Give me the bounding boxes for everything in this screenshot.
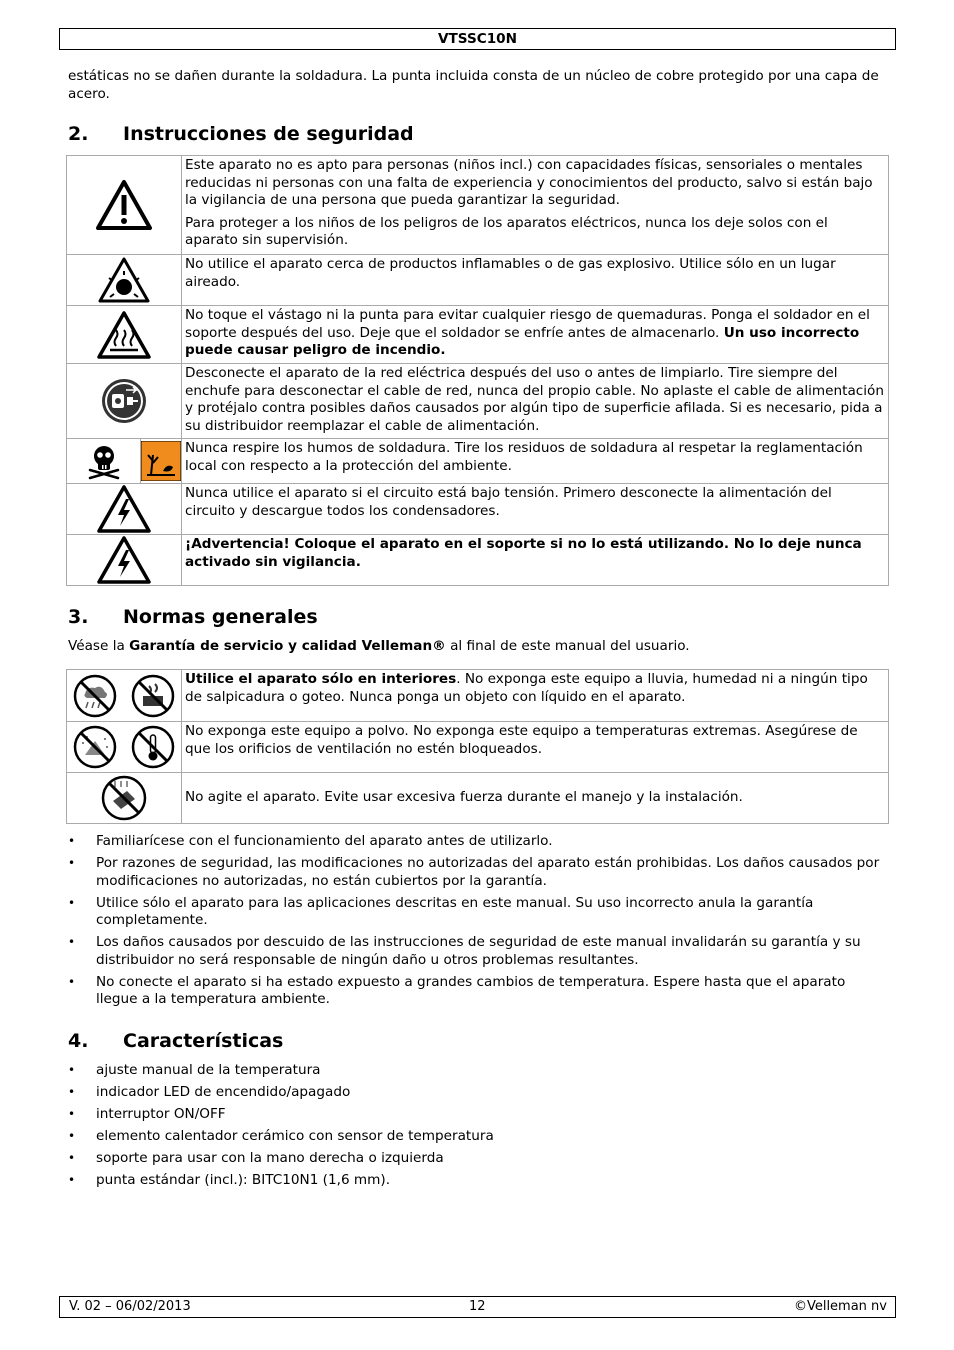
general-text bbox=[182, 670, 889, 722]
list-item: • elemento calentador cerámico con sensor de temperatura bbox=[68, 1128, 888, 1146]
intro-text: al final de este manual del usuario. bbox=[445, 638, 690, 654]
safety-text bbox=[182, 156, 889, 255]
list-item: • punta estándar (incl.): BITC10N1 (1,6 mm). bbox=[68, 1172, 888, 1190]
section-number: 3. bbox=[68, 606, 89, 628]
explosive-icon-cell bbox=[67, 255, 182, 306]
no-liquid-icon bbox=[131, 674, 175, 718]
toxic-icon-cell bbox=[67, 439, 141, 484]
warning-icon-cell bbox=[67, 156, 182, 255]
table-row bbox=[67, 722, 889, 773]
hot-surface-icon bbox=[96, 310, 152, 360]
safety-text-bold: ¡Advertencia! Coloque el aparato en el soporte si no lo está utilizando. No lo deje nunca activado sin vigilancia. bbox=[185, 536, 862, 570]
general-intro bbox=[68, 638, 888, 656]
page-footer bbox=[59, 1296, 896, 1318]
list-item: • ajuste manual de la temperatura bbox=[68, 1062, 888, 1080]
table-row bbox=[67, 439, 889, 484]
list-item: • Familiarícese con el funcionamiento del aparato antes de utilizarlo. bbox=[68, 833, 888, 851]
table-row bbox=[67, 670, 889, 722]
footer-copyright: ©Velleman nv bbox=[793, 1299, 887, 1314]
page-header bbox=[59, 28, 896, 50]
list-item: • Por razones de seguridad, las modificaciones no autorizadas del aparato están prohibidas. Los daños causados por modificaciones no autorizadas, no están cubiertos por la garantía. bbox=[68, 855, 888, 890]
explosive-warning-icon bbox=[98, 257, 150, 303]
general-text: No exponga este equipo a polvo. No exponga este equipo a temperaturas extremas. Asegúrese de que los orificios de ventilación no estén bloqueados. bbox=[182, 722, 889, 773]
model-title: VTSSC10N bbox=[437, 31, 518, 47]
safety-text: No utilice el aparato cerca de productos inflamables o de gas explosivo. Utilice sólo en un lugar aireado. bbox=[182, 255, 889, 306]
features-list bbox=[68, 1062, 888, 1194]
safety-paragraph: Este aparato no es apto para personas (niños incl.) con capacidades físicas, sensoriales o mentales reducidas ni personas con una falta de experiencia y conocimientos del producto, salvo si están bajo la vigilancia de una persona que pueda garantizar la seguridad. bbox=[185, 157, 873, 208]
footer-version: V. 02 – 06/02/2013 bbox=[69, 1299, 191, 1314]
general-text-normal: . No exponga este equipo a lluvia, humedad ni a ningún tipo de salpicadura o goteo. Nunca ponga un objeto con líquido en el aparato. bbox=[185, 671, 868, 705]
no-extreme-temperature-icon bbox=[131, 725, 175, 769]
environment-icon-cell bbox=[141, 439, 182, 484]
section-title: Características bbox=[123, 1030, 284, 1052]
general-text: No agite el aparato. Evite usar excesiva fuerza durante el manejo y la instalación. bbox=[182, 773, 889, 824]
warranty-reference: Garantía de servicio y calidad Velleman® bbox=[129, 638, 446, 654]
general-table bbox=[66, 669, 889, 824]
list-item: • soporte para usar con la mano derecha o izquierda bbox=[68, 1150, 888, 1168]
section-number: 4. bbox=[68, 1030, 89, 1052]
list-item: • interruptor ON/OFF bbox=[68, 1106, 888, 1124]
unplug-icon bbox=[100, 377, 148, 425]
safety-text: Desconecte el aparato de la red eléctrica después del uso o antes de limpiarlo. Tire siempre del enchufe para desconectar el cable de red, nunca del propio cable. No aplaste el cable de alimentación y protéjalo contra posibles daños causados por algún tipo de superficie afilada. Si es necesario, pida a su distribuidor reemplazar el cable de alimentación. bbox=[182, 364, 889, 439]
voltage-icon-cell bbox=[67, 484, 182, 535]
section-heading-general bbox=[68, 605, 318, 629]
warning-triangle-icon bbox=[95, 179, 153, 231]
section-title: Instrucciones de seguridad bbox=[123, 123, 414, 145]
no-rain-icon bbox=[73, 674, 117, 718]
high-voltage-icon bbox=[96, 484, 152, 534]
general-text-bold: Utilice el aparato sólo en interiores bbox=[185, 671, 457, 687]
safety-text: Nunca respire los humos de soldadura. Tire los residuos de soldadura al respetar la reglamentación local con respecto a la protección del ambiente. bbox=[182, 439, 889, 484]
list-item: • indicador LED de encendido/apagado bbox=[68, 1084, 888, 1102]
safety-text: Nunca utilice el aparato si el circuito está bajo tensión. Primero desconecte la alimentación del circuito y descargue todos los condensadores. bbox=[182, 484, 889, 535]
general-bullet-list bbox=[68, 833, 888, 1013]
list-item: • Los daños causados por descuido de las instrucciones de seguridad de este manual invalidarán su garantía y su distribuidor no será responsable de ningún daño u otros problemas resultantes. bbox=[68, 934, 888, 969]
list-item: • Utilice sólo el aparato para las aplicaciones descritas en este manual. Su uso incorrecto anula la garantía completamente. bbox=[68, 895, 888, 930]
no-dust-icon bbox=[73, 725, 117, 769]
safety-paragraph: Para proteger a los niños de los peligros de los aparatos eléctricos, nunca los deje solos con el aparato sin supervisión. bbox=[185, 214, 828, 248]
safety-text bbox=[182, 306, 889, 364]
section-heading-features bbox=[68, 1029, 283, 1053]
table-row bbox=[67, 306, 889, 364]
table-row bbox=[67, 156, 889, 255]
table-row bbox=[67, 364, 889, 439]
safety-text-bold: Un uso incorrecto puede causar peligro de incendio. bbox=[185, 324, 860, 358]
voltage-icon-cell bbox=[67, 535, 182, 586]
table-row bbox=[67, 484, 889, 535]
hot-surface-icon-cell bbox=[67, 306, 182, 364]
safety-text-normal: No toque el vástago ni la punta para evitar cualquier riesgo de quemaduras. Ponga el soldador en el soporte después del uso. Deje que el soldador se enfríe antes de almacenarlo. bbox=[185, 307, 870, 341]
shake-icon-cell bbox=[67, 773, 182, 824]
intro-text: Véase la bbox=[68, 638, 130, 654]
environment-hazard-icon bbox=[141, 441, 181, 481]
table-row bbox=[67, 535, 889, 586]
section-title: Normas generales bbox=[123, 606, 318, 628]
list-item: • No conecte el aparato si ha estado expuesto a grandes cambios de temperatura. Espere hasta que el aparato llegue a la temperatura ambiente. bbox=[68, 974, 888, 1009]
dust-temp-icon-cell bbox=[67, 722, 182, 773]
table-row bbox=[67, 773, 889, 824]
table-row bbox=[67, 255, 889, 306]
safety-table bbox=[66, 155, 889, 586]
section-heading-safety bbox=[68, 122, 414, 146]
safety-text bbox=[182, 535, 889, 586]
intro-paragraph: estáticas no se dañen durante la soldadura. La punta incluida consta de un núcleo de cobre protegido por una capa de acero. bbox=[68, 68, 879, 102]
indoor-icon-cell bbox=[67, 670, 182, 722]
unplug-icon-cell bbox=[67, 364, 182, 439]
high-voltage-icon bbox=[96, 535, 152, 585]
skull-crossbones-icon bbox=[84, 442, 124, 480]
section-number: 2. bbox=[68, 123, 89, 145]
footer-page-number: 12 bbox=[469, 1299, 486, 1314]
no-shaking-icon bbox=[101, 775, 147, 821]
